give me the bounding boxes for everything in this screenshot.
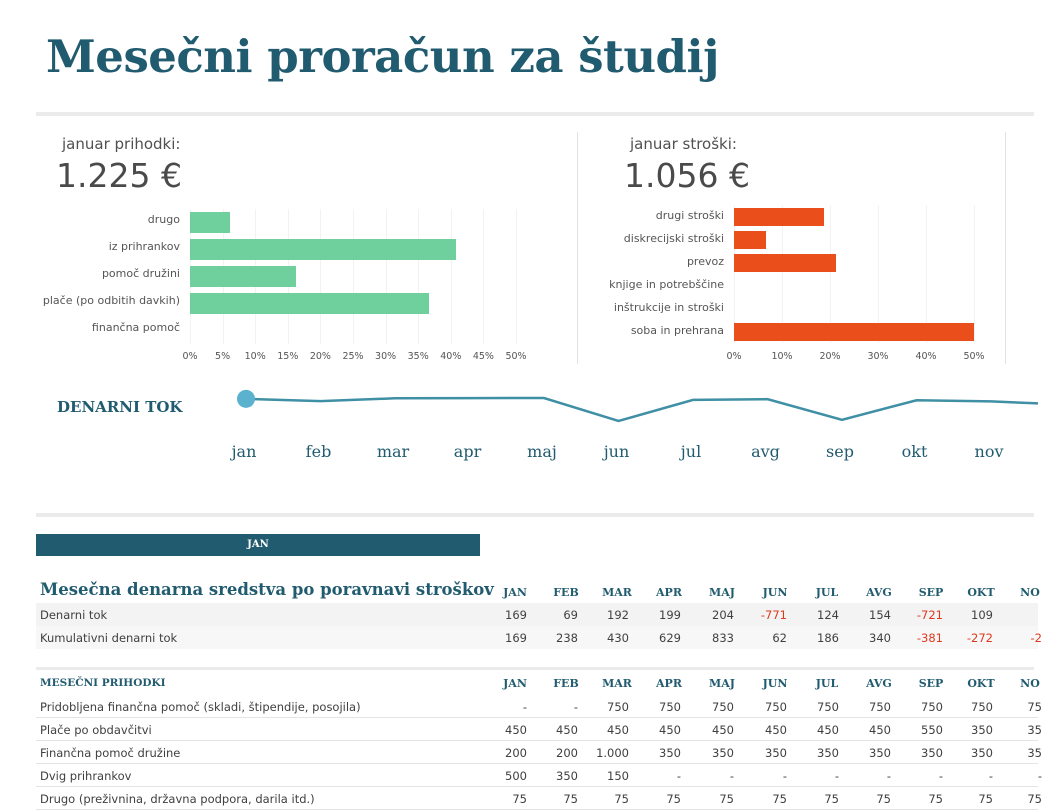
table-cell[interactable]: 350	[817, 746, 839, 760]
table-cell[interactable]: 109	[971, 608, 993, 622]
column-header: FEB	[553, 586, 579, 599]
income-bar[interactable]	[190, 212, 230, 233]
table-cell[interactable]: -	[677, 769, 681, 783]
income-axis-tick: 40%	[440, 351, 461, 362]
table-cell[interactable]: 750	[921, 700, 943, 714]
table-cell[interactable]: 124	[817, 608, 839, 622]
table-cell[interactable]: 200	[556, 746, 578, 760]
table-cell[interactable]: -	[574, 700, 578, 714]
income-axis-tick: 10%	[245, 351, 266, 362]
income-gridline	[418, 209, 419, 344]
column-header: OKT	[967, 586, 994, 599]
table-cell[interactable]: 629	[659, 631, 681, 645]
column-header: JUL	[816, 586, 839, 599]
cashflow-month-label: jul	[681, 442, 701, 461]
table-cell[interactable]: 450	[712, 723, 734, 737]
row-label: Drugo (preživnina, državna podpora, darila itd.)	[40, 792, 315, 806]
income-gridline	[516, 209, 517, 344]
table-cell[interactable]: 500	[505, 769, 527, 783]
expense-bar[interactable]	[734, 254, 836, 272]
expense-axis-tick: 50%	[963, 351, 984, 362]
cashflow-month-label: sep	[826, 442, 854, 461]
selected-month-band[interactable]: JAN	[36, 534, 480, 556]
cashflow-month-label: avg	[751, 442, 780, 461]
income-divider	[36, 667, 1034, 670]
section-divider	[36, 513, 1034, 517]
income-axis-tick: 5%	[215, 351, 230, 362]
income-category-label: iz prihrankov	[109, 240, 180, 253]
table-cell[interactable]: 169	[505, 631, 527, 645]
cashflow-month-label: jan	[232, 442, 257, 461]
table-cell[interactable]: 35	[1027, 723, 1042, 737]
income-bar[interactable]	[190, 239, 456, 260]
column-header: FEB	[553, 677, 579, 690]
column-header: JUL	[816, 677, 839, 690]
income-category-label: finančna pomoč	[92, 321, 180, 334]
table-cell[interactable]: -	[835, 769, 839, 783]
table-cell[interactable]: 35	[1027, 746, 1042, 760]
table-cell[interactable]: 450	[659, 723, 681, 737]
income-category-label: drugo	[148, 213, 180, 226]
income-axis-tick: 25%	[342, 351, 363, 362]
table-cell[interactable]: 340	[869, 631, 891, 645]
column-header: MAJ	[709, 677, 735, 690]
cashflow-month-label: feb	[306, 442, 332, 461]
income-bar[interactable]	[190, 293, 429, 314]
table-cell[interactable]: 450	[607, 723, 629, 737]
income-axis-tick: 0%	[182, 351, 197, 362]
table-cell[interactable]: 75	[666, 792, 681, 806]
table-cell[interactable]: 75	[824, 792, 839, 806]
cashflow-series-line	[246, 398, 1038, 421]
table-cell[interactable]: 833	[712, 631, 734, 645]
table-cell[interactable]: 430	[607, 631, 629, 645]
table-cell[interactable]: 350	[765, 746, 787, 760]
table-cell[interactable]: 750	[971, 700, 993, 714]
table-cell[interactable]: 750	[869, 700, 891, 714]
income-gridline	[320, 209, 321, 344]
table-cell[interactable]: -771	[761, 608, 787, 622]
cashflow-title: DENARNI TOK	[57, 398, 182, 416]
row-label: Dvig prihrankov	[40, 769, 131, 783]
expense-kpi-label: januar stroški:	[630, 135, 737, 153]
cashflow-month-label: nov	[975, 442, 1004, 461]
kpi-divider	[577, 132, 578, 364]
expense-category-label: prevoz	[687, 255, 724, 268]
cashflow-month-label: mar	[377, 442, 409, 461]
expense-category-label: diskrecijski stroški	[624, 232, 724, 245]
expense-gridline	[974, 205, 975, 343]
cashflow-month-label: maj	[527, 442, 557, 461]
expense-category-label: drugi stroški	[656, 209, 724, 222]
expense-bar[interactable]	[734, 231, 766, 249]
column-header: AVG	[866, 677, 892, 690]
table-cell[interactable]: 350	[659, 746, 681, 760]
income-kpi-label: januar prihodki:	[62, 135, 180, 153]
table-cell[interactable]: 62	[772, 631, 787, 645]
expense-axis-tick: 30%	[867, 351, 888, 362]
table-cell[interactable]: 350	[712, 746, 734, 760]
income-axis-tick: 45%	[473, 351, 494, 362]
column-header: MAR	[602, 677, 632, 690]
table-cell[interactable]: 238	[556, 631, 578, 645]
table-cell[interactable]: 1.000	[596, 746, 629, 760]
row-label: Kumulativni denarni tok	[40, 631, 177, 645]
column-header: JUN	[763, 586, 788, 599]
column-header: AVG	[866, 586, 892, 599]
table-cell[interactable]: 750	[765, 700, 787, 714]
expense-bar[interactable]	[734, 323, 974, 341]
column-header: NO	[1020, 677, 1040, 690]
table-cell[interactable]: 75	[1027, 700, 1042, 714]
income-axis-tick: 30%	[375, 351, 396, 362]
table-cell[interactable]: 450	[556, 723, 578, 737]
income-table-title: MESEČNI PRIHODKI	[40, 677, 165, 689]
table-cell[interactable]: 75	[1027, 792, 1042, 806]
table-cell[interactable]: 69	[563, 608, 578, 622]
income-category-label: plače (po odbitih davkih)	[43, 294, 180, 307]
row-label: Denarni tok	[40, 608, 107, 622]
table-cell[interactable]: 154	[869, 608, 891, 622]
column-header: OKT	[967, 677, 994, 690]
expense-category-label: inštrukcije in stroški	[614, 301, 724, 314]
table-cell[interactable]: 169	[505, 608, 527, 622]
table-cell[interactable]: 204	[712, 608, 734, 622]
table-cell[interactable]: 750	[712, 700, 734, 714]
table-cell[interactable]: 75	[978, 792, 993, 806]
cashflow-month-label: okt	[902, 442, 928, 461]
column-header: JUN	[763, 677, 788, 690]
column-header: SEP	[919, 677, 944, 690]
column-header: APR	[656, 586, 682, 599]
title-divider	[36, 112, 1034, 116]
expense-axis-tick: 20%	[819, 351, 840, 362]
row-label: Plače po obdavčitvi	[40, 723, 152, 737]
table-cell[interactable]: -	[1038, 769, 1042, 783]
table-cell[interactable]: 75	[772, 792, 787, 806]
table-cell[interactable]: 350	[921, 746, 943, 760]
table-cell[interactable]: 199	[659, 608, 681, 622]
row-label: Finančna pomoč družine	[40, 746, 180, 760]
table-cell[interactable]: -	[730, 769, 734, 783]
income-gridline	[386, 209, 387, 344]
column-header: SEP	[919, 586, 944, 599]
table-cell[interactable]: 75	[512, 792, 527, 806]
table-cell[interactable]: 192	[607, 608, 629, 622]
income-bar[interactable]	[190, 266, 296, 287]
expense-bar[interactable]	[734, 208, 824, 226]
expense-kpi-value: 1.056 €	[624, 156, 750, 195]
table-cell[interactable]: 750	[817, 700, 839, 714]
table-cell[interactable]: -	[989, 769, 993, 783]
table-cell[interactable]: -381	[917, 631, 943, 645]
expense-category-label: knjige in potrebščine	[609, 278, 724, 291]
table-cell[interactable]: 450	[765, 723, 787, 737]
table-cell[interactable]: 450	[817, 723, 839, 737]
table-cell[interactable]: 150	[607, 769, 629, 783]
table-cell[interactable]: -721	[917, 608, 943, 622]
table-cell[interactable]: 75	[563, 792, 578, 806]
row-label: Pridobljena finančna pomoč (skladi, štipendije, posojila)	[40, 700, 361, 714]
table-cell[interactable]: 550	[921, 723, 943, 737]
table-cell[interactable]: 200	[505, 746, 527, 760]
table-cell[interactable]: -2	[1031, 631, 1042, 645]
column-header: JAN	[503, 677, 527, 690]
cashflow-month-label: jun	[604, 442, 630, 461]
table-cell[interactable]: 350	[556, 769, 578, 783]
column-header: JAN	[503, 586, 527, 599]
table-cell[interactable]: 750	[659, 700, 681, 714]
cashflow-point[interactable]	[237, 390, 255, 408]
table-cell[interactable]: 350	[869, 746, 891, 760]
expense-axis-tick: 10%	[771, 351, 792, 362]
table-cell[interactable]: -	[523, 700, 527, 714]
table-cell[interactable]: 350	[971, 746, 993, 760]
table-cell[interactable]: -272	[967, 631, 993, 645]
income-kpi-value: 1.225 €	[56, 156, 182, 195]
table-cell[interactable]: 450	[505, 723, 527, 737]
income-axis-tick: 20%	[310, 351, 331, 362]
expense-category-label: soba in prehrana	[631, 324, 724, 337]
table-cell[interactable]: -	[887, 769, 891, 783]
kpi-right-border	[1005, 132, 1006, 364]
column-header: NO	[1020, 586, 1040, 599]
cashflow-month-label: apr	[454, 442, 481, 461]
income-axis-tick: 35%	[408, 351, 429, 362]
table-cell[interactable]: 350	[971, 723, 993, 737]
expense-axis-tick: 0%	[726, 351, 741, 362]
table-cell[interactable]: -	[939, 769, 943, 783]
income-gridline	[451, 209, 452, 344]
table-cell[interactable]: 75	[614, 792, 629, 806]
cashflow-line-chart[interactable]	[0, 380, 1038, 430]
income-axis-tick: 15%	[277, 351, 298, 362]
column-header: MAR	[602, 586, 632, 599]
summary-table-title: Mesečna denarna sredstva po poravnavi stroškov	[40, 580, 494, 599]
table-cell[interactable]: 75	[876, 792, 891, 806]
expense-axis-tick: 40%	[915, 351, 936, 362]
table-cell[interactable]: 75	[928, 792, 943, 806]
table-cell[interactable]: 75	[719, 792, 734, 806]
page-title: Mesečni proračun za študij	[46, 30, 719, 83]
table-cell[interactable]: 186	[817, 631, 839, 645]
table-cell[interactable]: -	[783, 769, 787, 783]
table-cell[interactable]: 450	[869, 723, 891, 737]
income-category-label: pomoč družini	[102, 267, 180, 280]
column-header: MAJ	[709, 586, 735, 599]
income-gridline	[483, 209, 484, 344]
income-gridline	[353, 209, 354, 344]
column-header: APR	[656, 677, 682, 690]
table-cell[interactable]: 750	[607, 700, 629, 714]
income-axis-tick: 50%	[505, 351, 526, 362]
